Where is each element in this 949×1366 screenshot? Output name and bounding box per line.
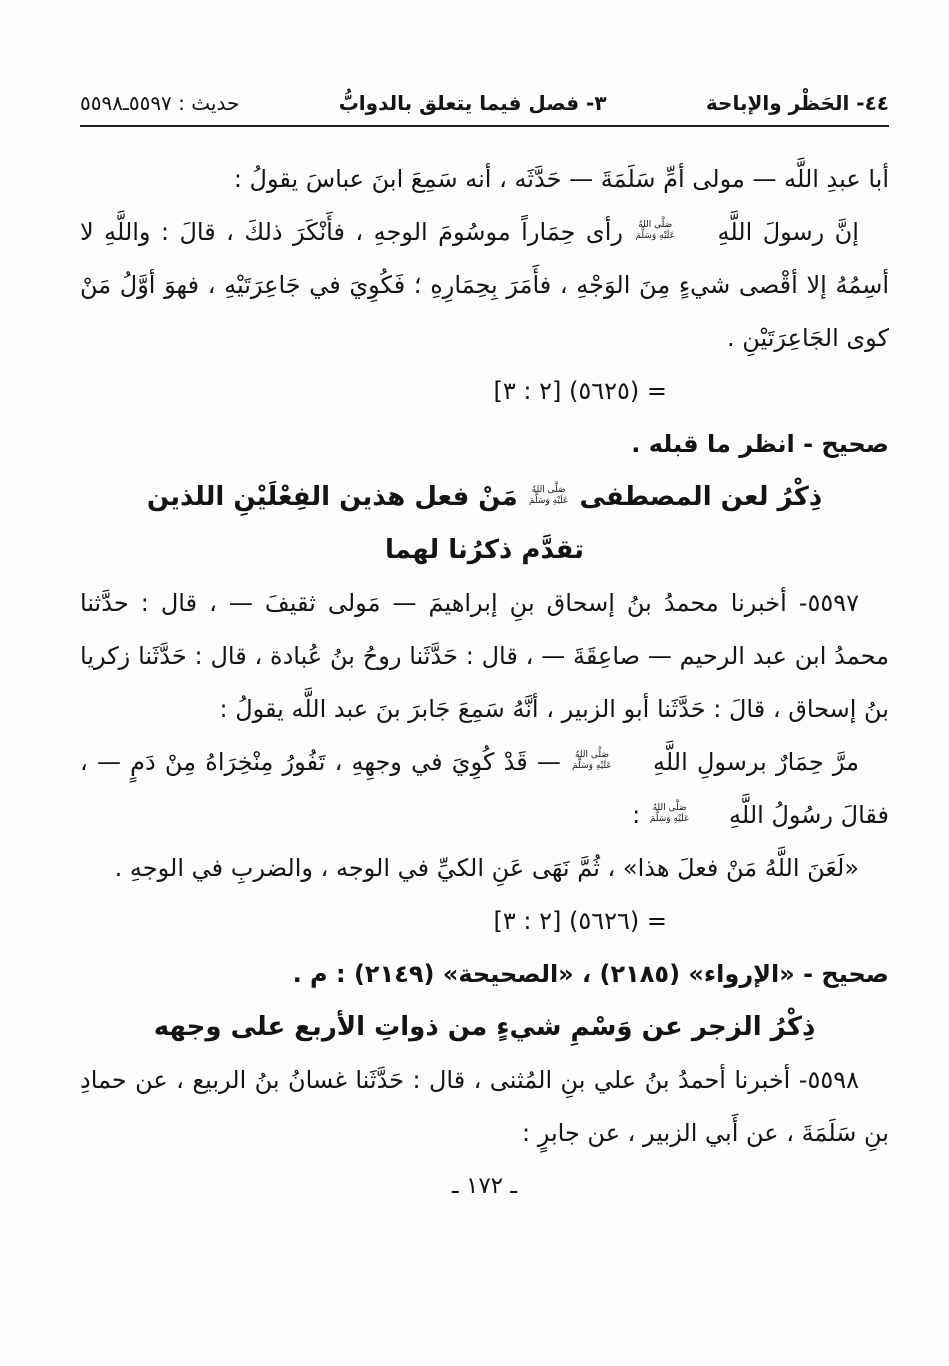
salla-allahu-alayhi-wa-sallam-mark [635,220,705,242]
heading1-text-before: ذِكْرُ لعن المصطفى [579,482,823,512]
section-heading-curse [80,471,889,577]
matn1-text-after: رأى حِمَاراً موسُومَ الوجهِ ، فأَنْكَرَ ذلكَ ، قالَ : واللَّهِ لا أسِمُهُ إلا أقْصى شيءٍ مِنَ الوَجْهِ ، فأَمَرَ بِحِمَارِهِ ؛ فَكُوِيَ في جَاعِرَتَيْهِ ، فهوَ أوَّلُ مَنْ كوى الجَاعِرَتَيْنِ . [80,218,889,352]
page-number: ـ ١٧٢ ـ [451,1173,518,1199]
heading1-second-line: تقدَّم ذكرُنا لهما [385,535,584,565]
isnad-paragraph-5597: ٥٥٩٧- أخبرنا محمدُ بنُ إسحاق بنِ إبراهيمَ — مَولى ثقيفَ — ، قال : حدَّثنا محمدُ ابن عبد الرحيم — صاعِقَةَ — ، قال : حَدَّثَنا روحُ بنُ عُبادة ، قال : حَدَّثَنا زكريا بنُ إسحاق ، قالَ : حَدَّثَنا أبو الزبير ، أنَّهُ سَمِعَ جَابرَ بنَ عبد اللَّه يقولُ : [80,589,889,723]
header-chapter-title: ٤٤- الحَظْر والإباحة [705,91,889,115]
grading-line-2: صحيح - «الإرواء» (٢١٨٥) ، «الصحيحة» (٢١٤٩) : م . [292,960,889,988]
matn-paragraph-cauterized-donkey [80,736,889,842]
isnad-paragraph-5598: ٥٥٩٨- أخبرنا أحمدُ بنُ علي بنِ المُثنى ، قال : حَدَّثَنا غسانُ بنُ الربيع ، عن حمادِ بنِ سَلَمَةَ ، عن أَبي الزبير ، عن جابرٍ : [80,1066,889,1147]
grading-line-1: صحيح - انظر ما قبله . [631,430,889,458]
isnad-continuation-paragraph: أبا عبدِ اللَّه — مولى أمِّ سَلَمَةَ — حَدَّثَه ، أنه سَمِعَ ابنَ عباسَ يقولُ : [233,165,889,193]
prophet-quote-paragraph: «لَعَنَ اللَّهُ مَنْ فعلَ هذا» ، ثُمَّ نَهَى عَنِ الكيِّ في الوجه ، والضربِ في الوجهِ . [114,854,859,882]
honorific-upper: صَلَّى اللهُ [638,220,673,231]
matn2-text-between: — قَدْ كُوِيَ في وجهِهِ ، تَفُورُ مِنْخِرَاهُ مِنْ دَمٍ — ، فقالَ رسُولُ اللَّهِ [80,748,889,829]
section-heading-branding-forbidden: ذِكْرُ الزجر عن وَسْمِ شيءٍ من ذواتِ الأربع على وجهه [153,1012,816,1042]
salla-allahu-alayhi-wa-sallam-mark [650,803,720,825]
matn-paragraph-branding-donkey [80,206,889,365]
salla-allahu-alayhi-wa-sallam-mark [529,485,569,507]
honorific-upper: صَلَّى اللهُ [574,750,609,761]
honorific-lower: عَلَيْهِ وَسَلَّمَ [572,761,612,771]
honorific-lower: عَلَيْهِ وَسَلَّمَ [649,814,690,824]
honorific-lower: عَلَيْهِ وَسَلَّمَ [635,231,676,241]
page-body [80,153,889,1160]
header-section-title: ٣- فصل فيما يتعلق بالدوابُّ [338,91,607,115]
salla-allahu-alayhi-wa-sallam-mark [572,750,642,772]
heading1-text-after: مَنْ فعل هذين الفِعْلَيْنِ اللذين [146,482,518,512]
header-divider-rule [80,125,889,127]
matn2-text-after: : [632,801,641,829]
page-footer [80,1171,889,1201]
header-hadith-range: حديث : ٥٥٩٧ـ٥٥٩٨ [80,91,240,115]
matn2-text-before: مرَّ حِمَارٌ برسولِ اللَّهِ [652,748,859,776]
honorific-upper: صَلَّى اللهُ [531,484,566,495]
matn1-text-before: إنَّ رسولَ اللَّهِ [717,218,859,246]
reference-line-5625: = (٥٦٢٥) [٢ : ٣] [493,377,667,405]
honorific-lower: عَلَيْهِ وَسَلَّمَ [528,495,569,506]
running-header [80,90,889,116]
reference-line-5626: = (٥٦٢٦) [٢ : ٣] [493,907,667,935]
honorific-upper: صَلَّى اللهُ [652,803,687,814]
